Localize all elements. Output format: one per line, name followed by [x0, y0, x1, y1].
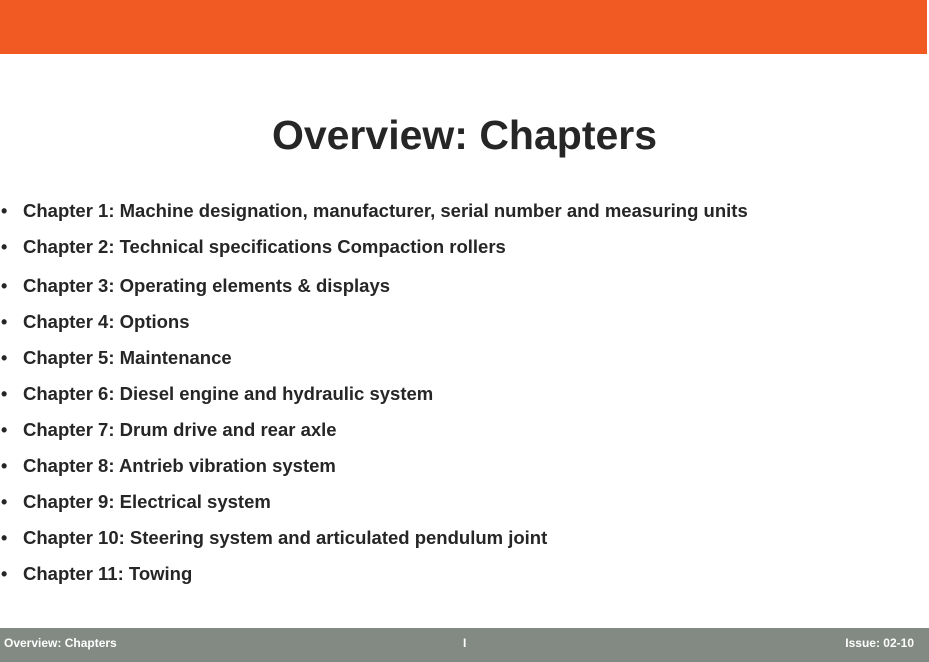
bullet: • — [1, 276, 8, 296]
bullet: • — [1, 456, 8, 476]
header-bar — [0, 0, 927, 54]
bullet: • — [1, 312, 8, 332]
bullet: • — [1, 348, 8, 368]
chapter-title: Chapter 2: Technical specifications Compaction rollers — [23, 236, 506, 257]
chapter-title: Chapter 4: Options — [23, 311, 190, 332]
chapter-title: Chapter 11: Towing — [23, 563, 193, 584]
footer-page-marker: I — [463, 636, 467, 650]
footer-bar — [0, 628, 929, 662]
chapter-title: Chapter 9: Electrical system — [23, 491, 271, 512]
bullet: • — [1, 420, 8, 440]
footer-issue: Issue: 02-10 — [845, 636, 914, 650]
bullet: • — [1, 492, 8, 512]
chapter-title: Chapter 3: Operating elements & displays — [23, 275, 391, 296]
chapter-title: Chapter 8: Antrieb vibration system — [23, 455, 336, 476]
chapter-title: Chapter 1: Machine designation, manufacturer, serial number and measuring units — [23, 200, 748, 221]
chapter-title: Chapter 6: Diesel engine and hydraulic system — [23, 383, 434, 404]
bullet: • — [1, 201, 8, 221]
slide-title: Overview: Chapters — [271, 112, 658, 158]
chapter-title: Chapter 5: Maintenance — [23, 347, 232, 368]
bullet: • — [1, 564, 8, 584]
chapter-title: Chapter 10: Steering system and articulated pendulum joint — [23, 527, 548, 548]
footer-section-title: Overview: Chapters — [4, 636, 117, 650]
bullet: • — [1, 528, 8, 548]
bullet: • — [1, 384, 8, 404]
bullet: • — [1, 237, 8, 257]
chapter-title: Chapter 7: Drum drive and rear axle — [23, 419, 337, 440]
